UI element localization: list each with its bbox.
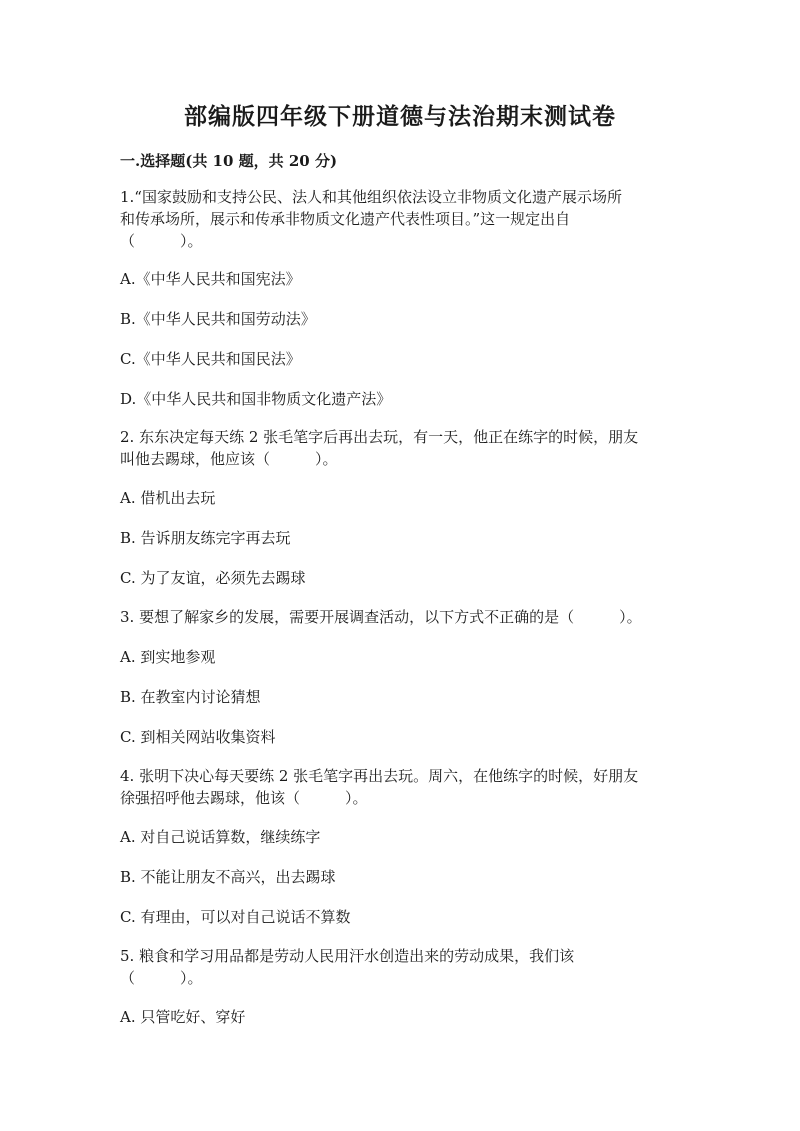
- question-3-option-a: A. 到实地参观: [120, 648, 216, 666]
- question-3-option-b: B. 在教室内讨论猜想: [120, 688, 261, 706]
- question-2-stem-line-2: 叫他去踢球，他应该（ ）。: [120, 450, 338, 468]
- page-title: 部编版四年级下册道德与法治期末测试卷: [184, 103, 616, 130]
- question-1-stem-line-2: 和传承场所，展示和传承非物质文化遗产代表性项目。”这一规定出自: [120, 210, 571, 228]
- question-1-option-b: B.《中华人民共和国劳动法》: [120, 310, 316, 328]
- section-heading: 一.选择题(共 10 题，共 20 分): [120, 152, 338, 170]
- question-4-option-a: A. 对自己说话算数，继续练字: [120, 828, 321, 846]
- question-3-option-c: C. 到相关网站收集资料: [120, 728, 276, 746]
- question-3-stem-line-1: 3. 要想了解家乡的发展，需要开展调查活动，以下方式不正确的是（ ）。: [120, 608, 642, 626]
- question-1-stem-line-3: （ ）。: [120, 232, 203, 250]
- question-4-option-b: B. 不能让朋友不高兴，出去踢球: [120, 868, 336, 886]
- question-2-option-a: A. 借机出去玩: [120, 489, 216, 507]
- question-5-option-a: A. 只管吃好、穿好: [120, 1008, 246, 1026]
- question-1-stem-line-1: 1.“国家鼓励和支持公民、法人和其他组织依法设立非物质文化遗产展示场所: [120, 188, 622, 206]
- question-1-option-d: D.《中华人民共和国非物质文化遗产法》: [120, 390, 392, 408]
- question-4-stem-line-2: 徐强招呼他去踢球，他该（ ）。: [120, 789, 368, 807]
- question-2-option-c: C. 为了友谊，必须先去踢球: [120, 569, 306, 587]
- question-1-option-a: A.《中华人民共和国宪法》: [120, 270, 301, 288]
- question-1-option-c: C.《中华人民共和国民法》: [120, 350, 301, 368]
- question-2-option-b: B. 告诉朋友练完字再去玩: [120, 529, 291, 547]
- question-4-option-c: C. 有理由，可以对自己说话不算数: [120, 908, 351, 926]
- question-2-stem-line-1: 2. 东东决定每天练 2 张毛笔字后再出去玩，有一天，他正在练字的时候，朋友: [120, 428, 639, 446]
- question-4-stem-line-1: 4. 张明下决心每天要练 2 张毛笔字再出去玩。周六，在他练字的时候，好朋友: [120, 767, 639, 785]
- question-5-stem-line-2: （ ）。: [120, 969, 203, 987]
- question-5-stem-line-1: 5. 粮食和学习用品都是劳动人民用汗水创造出来的劳动成果，我们该: [120, 947, 575, 965]
